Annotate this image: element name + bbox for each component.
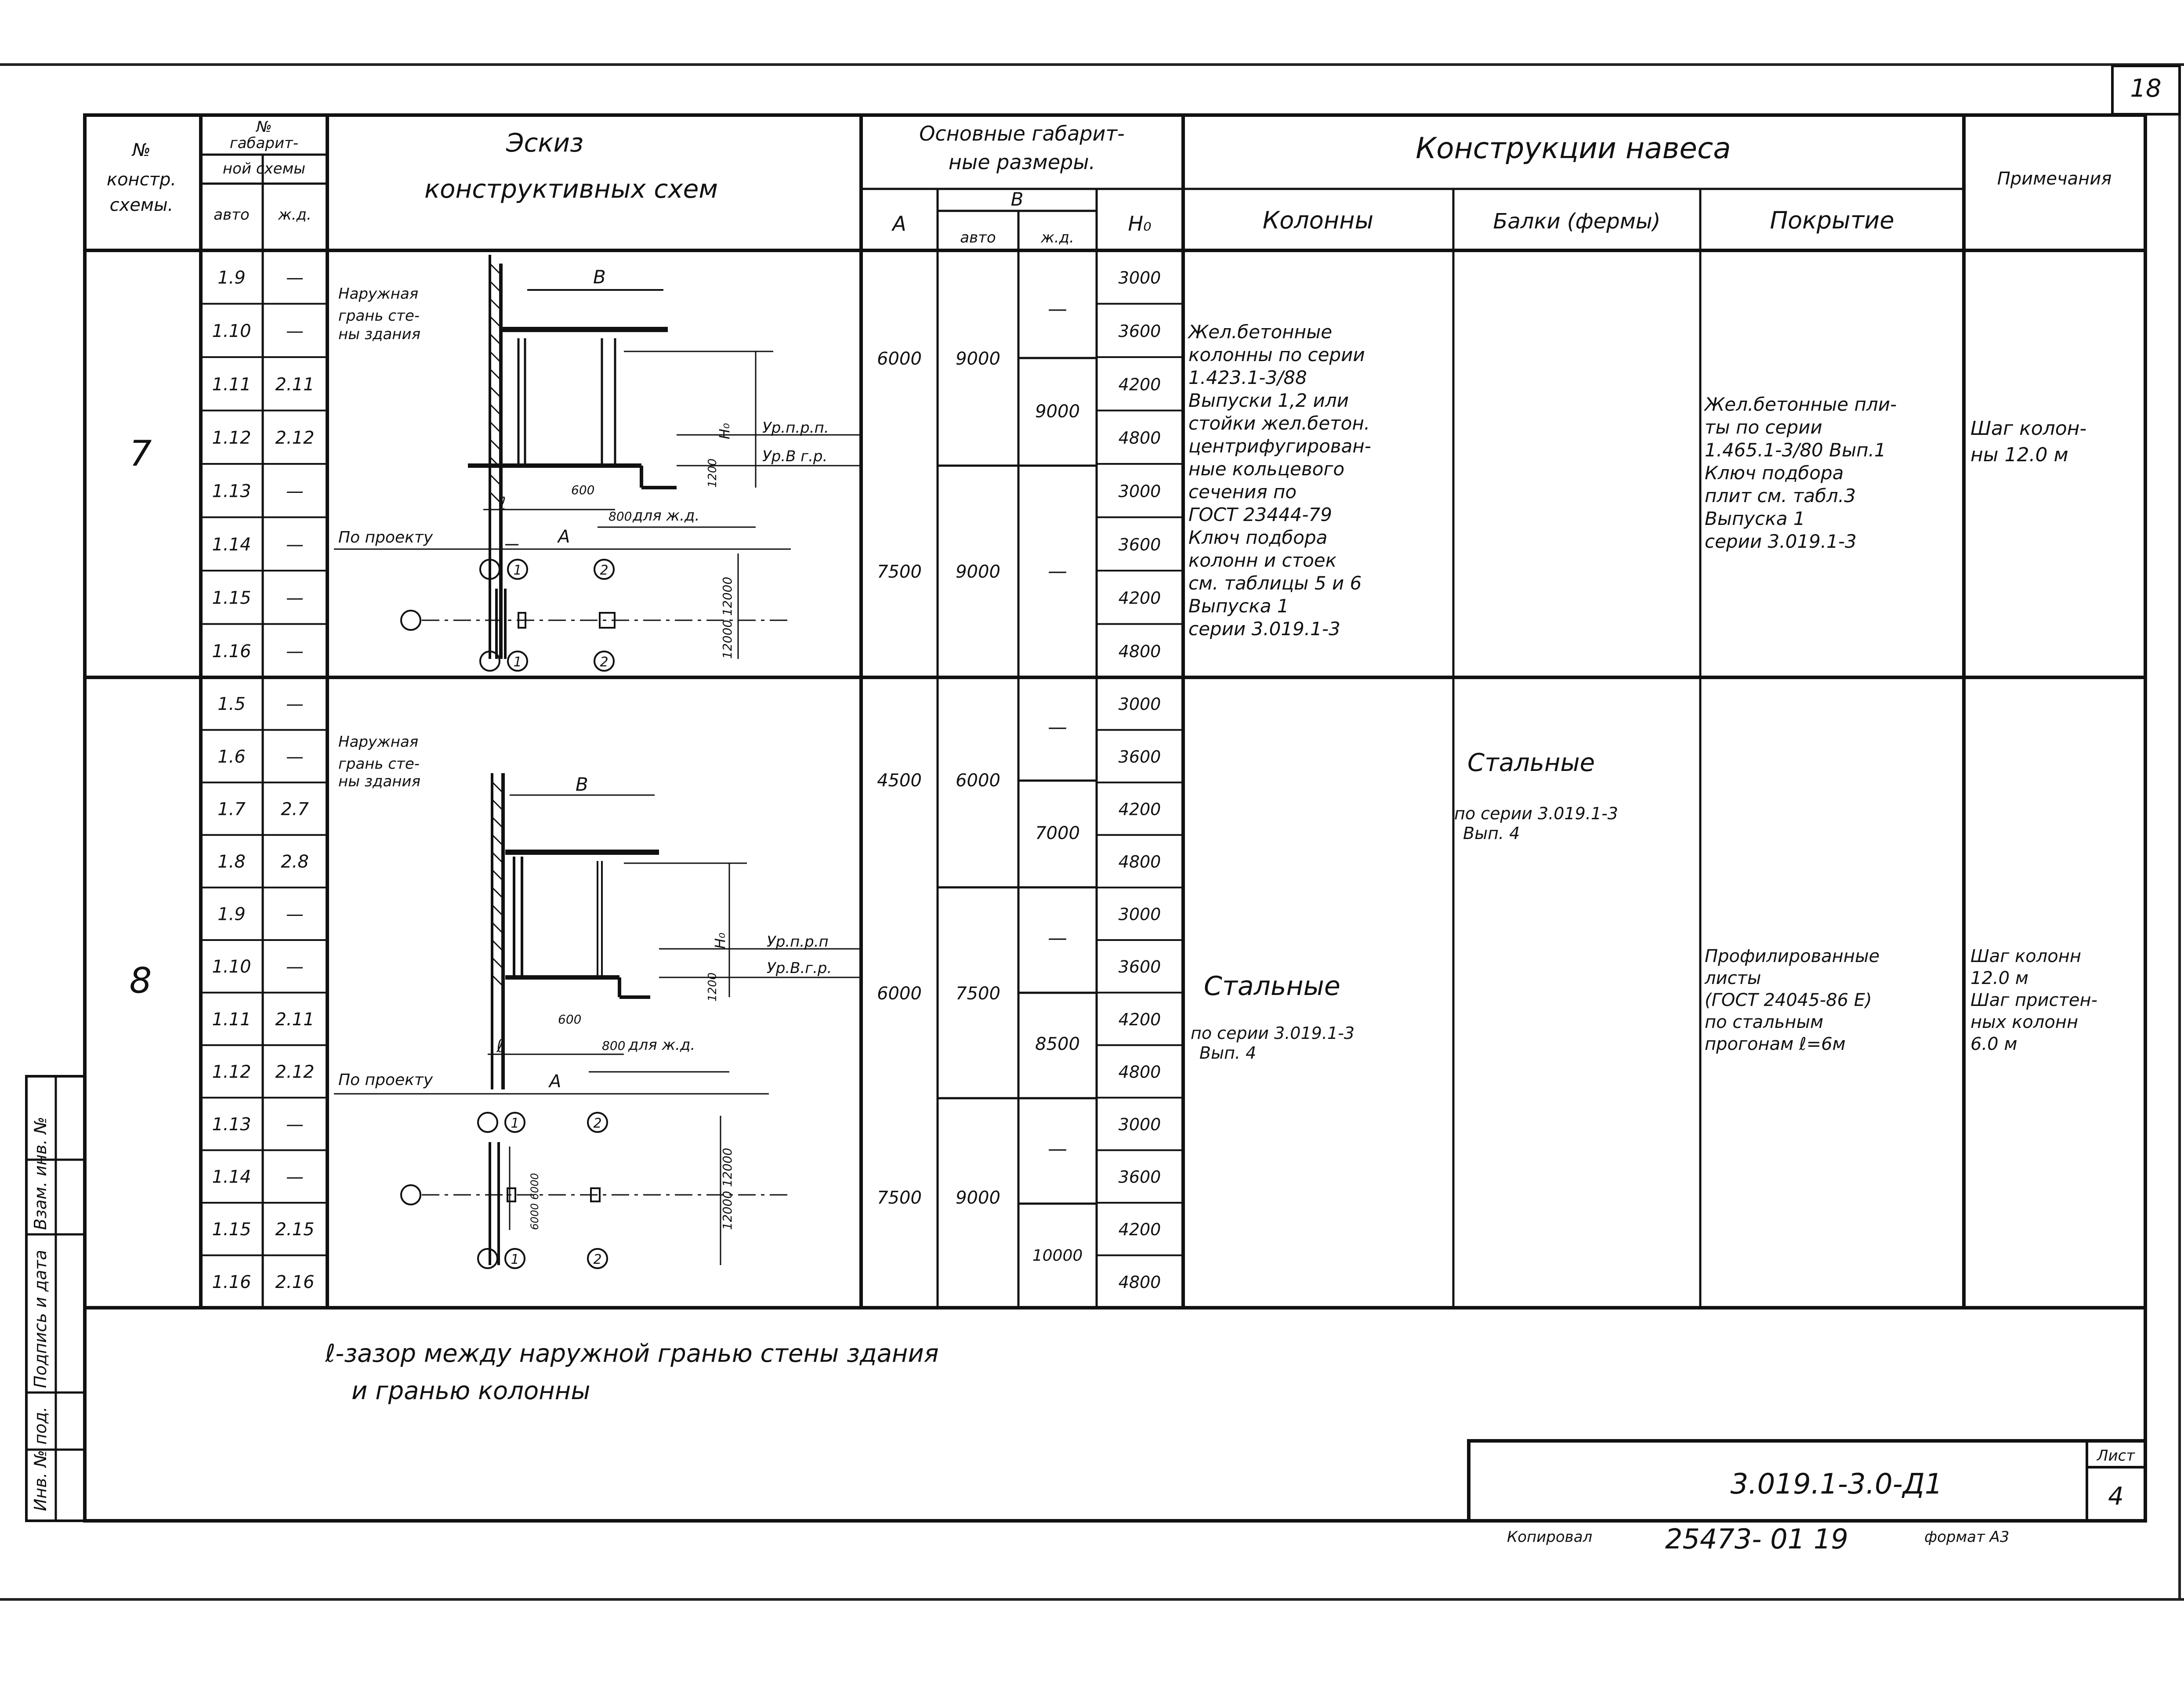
svg-text:По проекту: По проекту bbox=[338, 528, 433, 546]
s8-row-11-zhd: 2.16 bbox=[275, 1272, 315, 1292]
svg-text:1: 1 bbox=[513, 563, 522, 578]
s7-row-1-zhd: — bbox=[286, 321, 304, 341]
s7-g1-B-zhd-top: — bbox=[1048, 298, 1067, 320]
hdr-main-dims-2: ные размеры. bbox=[948, 150, 1096, 174]
s7-row-0-avto: 1.9 bbox=[217, 268, 246, 288]
s8-row-3-zhd: 2.8 bbox=[281, 851, 309, 872]
s7-columns-line-11: см. таблицы 5 и 6 bbox=[1188, 572, 1362, 594]
s7-roof-text bbox=[1703, 394, 1897, 552]
section-7 bbox=[130, 255, 2087, 671]
s8-row-2-zhd: 2.7 bbox=[281, 799, 309, 820]
hdr-gab-sign: № bbox=[256, 118, 272, 136]
svg-text:В: В bbox=[576, 774, 588, 795]
s7-columns-text bbox=[1187, 321, 1371, 640]
s7-row-6-h0: 4200 bbox=[1118, 588, 1161, 608]
s7-g1-B-avto: 9000 bbox=[956, 349, 1000, 369]
hdr-notes: Примечания bbox=[1997, 169, 2112, 189]
sheet-number: 18 bbox=[2130, 74, 2162, 103]
s7-columns-line-9: Ключ подбора bbox=[1188, 527, 1328, 548]
svg-text:А: А bbox=[549, 1071, 561, 1092]
svg-text:1200: 1200 bbox=[706, 458, 719, 488]
scheme-7-number: 7 bbox=[129, 433, 152, 474]
s8-row-9-h0: 3600 bbox=[1118, 1167, 1161, 1187]
s7-notes-line-0: Шаг колон- bbox=[1970, 417, 2087, 440]
scheme-8-number: 8 bbox=[129, 960, 152, 1001]
s8-row-3-h0: 4800 bbox=[1118, 852, 1161, 872]
doc-designation: 3.019.1-3.0-Д1 bbox=[1730, 1468, 1943, 1501]
svg-text:800: 800 bbox=[608, 509, 632, 524]
s8-row-0-avto: 1.5 bbox=[217, 694, 246, 715]
s7-row-0-h0: 3000 bbox=[1118, 268, 1161, 288]
svg-text:В: В bbox=[593, 266, 606, 288]
s7-row-1-avto: 1.10 bbox=[212, 321, 251, 341]
svg-text:Ур.п.р.п.: Ур.п.р.п. bbox=[762, 419, 829, 437]
s8-g2-B-zhd-bot: 8500 bbox=[1035, 1034, 1080, 1054]
s8-row-7-zhd: 2.12 bbox=[275, 1062, 315, 1082]
s8-g1-A: 4500 bbox=[877, 770, 922, 791]
svg-text:Ур.В.г.р.: Ур.В.г.р. bbox=[767, 959, 832, 977]
s8-row-3-avto: 1.8 bbox=[217, 851, 246, 872]
s8-g3-A: 7500 bbox=[877, 1188, 922, 1208]
s8-row-7-avto: 1.12 bbox=[212, 1062, 251, 1082]
table-header bbox=[107, 118, 2112, 246]
hdr-scheme-no-sign: № bbox=[132, 140, 151, 160]
svg-text:Ур.п.р.п: Ур.п.р.п bbox=[767, 933, 829, 951]
s7-row-7-h0: 4800 bbox=[1118, 641, 1161, 661]
hdr-gab-1: габарит- bbox=[229, 134, 299, 152]
hdr-sketch-1: Эскиз bbox=[506, 128, 583, 158]
s7-columns-line-8: ГОСТ 23444-79 bbox=[1188, 504, 1332, 525]
sketch-8-labels bbox=[338, 733, 832, 1267]
s7-columns-line-12: Выпуска 1 bbox=[1188, 595, 1289, 617]
s8-notes-line-4: 6.0 м bbox=[1970, 1034, 2017, 1054]
s7-row-0-zhd: — bbox=[286, 268, 304, 288]
s7-row-7-avto: 1.16 bbox=[212, 641, 251, 662]
s8-row-11-avto: 1.16 bbox=[212, 1272, 251, 1292]
svg-text:По проекту: По проекту bbox=[338, 1071, 433, 1089]
s8-row-4-avto: 1.9 bbox=[217, 904, 246, 925]
stamp-signature-date: Подпись и дата bbox=[31, 1250, 50, 1388]
sketch-8 bbox=[334, 773, 861, 1268]
s8-notes-line-1: 12.0 м bbox=[1970, 968, 2028, 988]
s7-g2-B-zhd: — bbox=[1048, 560, 1067, 582]
svg-text:1: 1 bbox=[513, 655, 522, 670]
s7-roof-line-3: Ключ подбора bbox=[1705, 462, 1844, 484]
svg-text:ны здания: ны здания bbox=[338, 326, 421, 343]
s7-columns-line-0: Жел.бетонные bbox=[1188, 321, 1333, 343]
svg-text:2: 2 bbox=[593, 1116, 602, 1131]
s8-row-2-avto: 1.7 bbox=[217, 799, 246, 820]
s7-row-4-h0: 3000 bbox=[1118, 481, 1161, 501]
svg-text:800: 800 bbox=[602, 1038, 626, 1053]
svg-text:Наружная: Наружная bbox=[338, 733, 419, 751]
hdr-zhd: ж.д. bbox=[278, 206, 311, 224]
svg-text:2: 2 bbox=[600, 655, 608, 670]
s7-row-3-h0: 4800 bbox=[1118, 428, 1161, 448]
title-block bbox=[1469, 1441, 2145, 1555]
s8-columns-series-1: по серии 3.019.1-3 bbox=[1191, 1024, 1355, 1043]
s8-roof-line-4: прогонам ℓ=6м bbox=[1705, 1034, 1846, 1054]
s7-g2-B-avto: 9000 bbox=[956, 562, 1000, 582]
sheet-label: Лист bbox=[2097, 1447, 2135, 1465]
svg-text:Н₀: Н₀ bbox=[716, 423, 733, 439]
s8-roof-line-2: (ГОСТ 24045-86 Е) bbox=[1705, 990, 1872, 1010]
s8-g3-B-zhd-top: — bbox=[1048, 1138, 1067, 1160]
hdr-scheme-no-1: констр. bbox=[106, 170, 177, 190]
s7-g1-A: 6000 bbox=[877, 349, 922, 369]
footnote-line-2: и гранью колонны bbox=[351, 1377, 590, 1405]
s7-row-6-avto: 1.15 bbox=[212, 588, 251, 608]
s8-row-0-zhd: — bbox=[286, 694, 304, 715]
s7-columns-line-2: 1.423.1-3/88 bbox=[1188, 367, 1307, 388]
s7-row-2-zhd: 2.11 bbox=[275, 374, 315, 395]
footnote-line-1: ℓ-зазор между наружной гранью стены здания bbox=[325, 1339, 939, 1368]
hdr-scheme-no-2: схемы. bbox=[109, 195, 174, 215]
hdr-beams: Балки (фермы) bbox=[1493, 209, 1661, 234]
s8-row-4-zhd: — bbox=[286, 904, 304, 925]
s8-g2-B-avto: 7500 bbox=[956, 984, 1000, 1004]
hdr-B: В bbox=[1011, 188, 1024, 210]
s8-row-8-zhd: — bbox=[286, 1114, 304, 1135]
s8-roof-line-0: Профилированные bbox=[1705, 946, 1880, 966]
svg-text:Наружная: Наружная bbox=[338, 285, 419, 303]
s8-beams-series-1: по серии 3.019.1-3 bbox=[1454, 804, 1618, 823]
s7-roof-line-1: ты по серии bbox=[1705, 416, 1822, 438]
hdr-B-zhd: ж.д. bbox=[1041, 229, 1074, 246]
s7-row-5-avto: 1.14 bbox=[212, 534, 251, 555]
s8-row-7-h0: 4800 bbox=[1118, 1062, 1161, 1082]
s7-row-4-zhd: — bbox=[286, 481, 304, 502]
s8-row-1-zhd: — bbox=[286, 746, 304, 767]
s7-row-2-h0: 4200 bbox=[1118, 375, 1161, 394]
s7-row-7-zhd: — bbox=[286, 641, 304, 662]
archive-number: 25473- 01 19 bbox=[1665, 1523, 1848, 1555]
format-label: формат А3 bbox=[1924, 1528, 2010, 1546]
s7-row-3-zhd: 2.12 bbox=[275, 427, 315, 448]
s7-g2-A: 7500 bbox=[877, 562, 922, 582]
s7-row-3-avto: 1.12 bbox=[212, 427, 251, 448]
svg-text:для ж.д.: для ж.д. bbox=[628, 1036, 695, 1054]
side-stamp bbox=[26, 1076, 85, 1521]
s7-notes-text bbox=[1970, 417, 2086, 466]
s8-roof-text bbox=[1704, 946, 1880, 1054]
s8-columns-title: Стальные bbox=[1204, 971, 1340, 1002]
svg-text:600: 600 bbox=[571, 483, 595, 497]
s8-row-10-avto: 1.15 bbox=[212, 1219, 251, 1240]
sheet-value: 4 bbox=[2108, 1482, 2124, 1511]
s7-row-2-avto: 1.11 bbox=[212, 374, 251, 395]
hdr-columns: Колонны bbox=[1262, 206, 1374, 234]
svg-text:Н₀: Н₀ bbox=[712, 933, 728, 949]
s8-row-6-avto: 1.11 bbox=[212, 1009, 251, 1030]
s7-columns-line-13: серии 3.019.1-3 bbox=[1188, 618, 1340, 640]
s7-columns-line-6: ные кольцевого bbox=[1188, 458, 1345, 480]
s8-g3-B-avto: 9000 bbox=[956, 1188, 1000, 1208]
s7-roof-line-0: Жел.бетонные пли- bbox=[1705, 394, 1897, 415]
s8-row-8-h0: 3000 bbox=[1118, 1114, 1161, 1134]
hdr-roof: Покрытие bbox=[1770, 206, 1894, 234]
svg-text:Ур.В г.р.: Ур.В г.р. bbox=[762, 448, 828, 465]
s7-roof-line-2: 1.465.1-3/80 Вып.1 bbox=[1705, 439, 1886, 461]
s8-columns-series-2: Вып. 4 bbox=[1199, 1043, 1257, 1063]
s7-columns-line-4: стойки жел.бетон. bbox=[1188, 412, 1370, 434]
s7-columns-line-1: колонны по серии bbox=[1188, 344, 1365, 365]
s7-columns-line-3: Выпуски 1,2 или bbox=[1188, 390, 1349, 411]
svg-text:грань сте-: грань сте- bbox=[338, 755, 420, 773]
svg-text:для ж.д.: для ж.д. bbox=[633, 507, 700, 524]
s7-columns-line-10: колонн и стоек bbox=[1188, 550, 1336, 571]
hdr-avto: авто bbox=[214, 206, 250, 224]
hdr-H0: Н₀ bbox=[1128, 212, 1152, 235]
hdr-B-avto: авто bbox=[960, 229, 996, 246]
svg-text:1: 1 bbox=[511, 1116, 519, 1131]
s8-row-9-avto: 1.14 bbox=[212, 1167, 251, 1187]
footnote bbox=[325, 1339, 939, 1405]
s8-roof-line-3: по стальным bbox=[1705, 1012, 1824, 1032]
s8-row-10-zhd: 2.15 bbox=[275, 1219, 315, 1240]
s8-row-9-zhd: — bbox=[286, 1167, 304, 1187]
s8-row-4-h0: 3000 bbox=[1118, 904, 1161, 924]
s8-row-1-h0: 3600 bbox=[1118, 747, 1161, 767]
svg-text:12000 12000: 12000 12000 bbox=[720, 576, 735, 659]
svg-text:ℓ: ℓ bbox=[496, 1036, 504, 1056]
s8-row-6-h0: 4200 bbox=[1118, 1009, 1161, 1029]
s8-row-5-zhd: — bbox=[286, 957, 304, 977]
svg-text:ℓ: ℓ bbox=[499, 494, 506, 514]
svg-text:600: 600 bbox=[558, 1012, 582, 1027]
sheet-number-box bbox=[2112, 66, 2180, 114]
s7-roof-line-5: Выпуска 1 bbox=[1705, 508, 1805, 529]
svg-text:ны здания: ны здания bbox=[338, 773, 421, 790]
svg-text:А: А bbox=[558, 527, 570, 547]
s8-beams-series-2: Вып. 4 bbox=[1463, 824, 1520, 843]
s8-g1-B-zhd-top: — bbox=[1048, 716, 1067, 738]
s8-beams-title: Стальные bbox=[1467, 749, 1595, 777]
s8-row-5-avto: 1.10 bbox=[212, 957, 251, 977]
s8-row-6-zhd: 2.11 bbox=[275, 1009, 315, 1030]
s7-notes-line-1: ны 12.0 м bbox=[1970, 444, 2068, 466]
svg-text:1200: 1200 bbox=[706, 972, 719, 1002]
hdr-canopy: Конструкции навеса bbox=[1416, 131, 1731, 165]
s7-row-5-zhd: — bbox=[286, 534, 304, 555]
s8-notes-line-2: Шаг пристен- bbox=[1970, 990, 2098, 1010]
svg-text:12000 12000: 12000 12000 bbox=[720, 1147, 735, 1230]
svg-text:2: 2 bbox=[600, 563, 608, 578]
hdr-gab-2: ной схемы bbox=[222, 160, 306, 177]
hdr-A: А bbox=[892, 212, 906, 235]
s7-roof-line-4: плит см. табл.3 bbox=[1705, 485, 1856, 506]
copied-label: Копировал bbox=[1507, 1528, 1593, 1546]
s7-columns-line-5: центрифугирован- bbox=[1188, 435, 1371, 457]
s7-row-4-avto: 1.13 bbox=[212, 481, 251, 502]
s7-row-5-h0: 3600 bbox=[1118, 535, 1161, 554]
s7-row-1-h0: 3600 bbox=[1118, 321, 1161, 341]
s8-row-10-h0: 4200 bbox=[1118, 1220, 1161, 1240]
s7-g1-B-zhd-bot: 9000 bbox=[1035, 402, 1080, 422]
s8-g3-B-zhd-bot: 10000 bbox=[1032, 1247, 1083, 1265]
s8-row-2-h0: 4200 bbox=[1118, 799, 1161, 819]
s8-notes-line-3: ных колонн bbox=[1970, 1012, 2079, 1032]
hdr-sketch-2: конструктивных схем bbox=[424, 174, 718, 204]
svg-text:1: 1 bbox=[511, 1252, 519, 1267]
s8-g1-B-zhd-bot: 7000 bbox=[1035, 823, 1080, 843]
s7-roof-line-6: серии 3.019.1-3 bbox=[1705, 531, 1857, 552]
s8-roof-line-1: листы bbox=[1705, 968, 1761, 988]
s8-row-5-h0: 3600 bbox=[1118, 957, 1161, 977]
s7-row-6-zhd: — bbox=[286, 588, 304, 608]
s8-row-0-h0: 3000 bbox=[1118, 695, 1161, 714]
s8-g1-B-avto: 6000 bbox=[956, 770, 1000, 791]
hdr-main-dims-1: Основные габарит- bbox=[919, 122, 1125, 145]
s8-notes-text bbox=[1970, 946, 2097, 1054]
s8-g2-B-zhd-top: — bbox=[1048, 927, 1067, 949]
s8-row-11-h0: 4800 bbox=[1118, 1272, 1161, 1292]
svg-text:2: 2 bbox=[593, 1252, 602, 1267]
s8-notes-line-0: Шаг колонн bbox=[1970, 946, 2081, 966]
stamp-inv-no: Инв. № под. bbox=[31, 1407, 50, 1511]
s7-columns-line-7: сечения по bbox=[1188, 481, 1297, 503]
s8-g2-A: 6000 bbox=[877, 984, 922, 1004]
svg-text:грань сте-: грань сте- bbox=[338, 307, 420, 325]
s8-row-8-avto: 1.13 bbox=[212, 1114, 251, 1135]
s8-row-1-avto: 1.6 bbox=[217, 746, 246, 767]
stamp-replaced-inv: Взам. инв. № bbox=[31, 1116, 50, 1230]
svg-text:6000 6000: 6000 6000 bbox=[529, 1173, 541, 1230]
